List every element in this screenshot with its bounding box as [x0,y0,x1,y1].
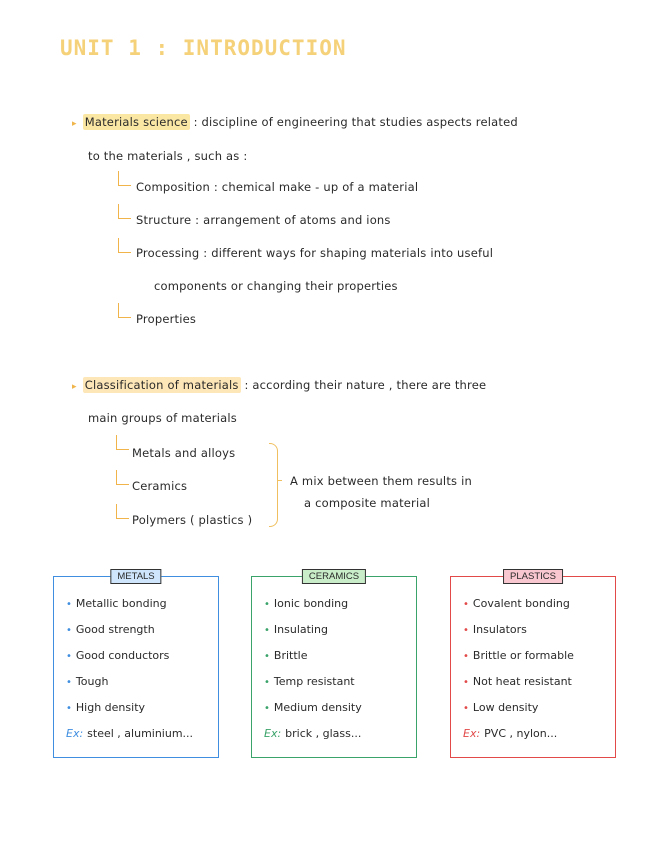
section2-item-polymers: Polymers ( plastics ) [132,513,253,527]
section1-item-composition: Composition : chemical make - up of a material [136,180,419,194]
section2-item-ceramics: Ceramics [132,479,188,493]
list-item: • Not heat resistant [463,675,572,688]
branch-connector [118,238,131,253]
grouping-brace [269,443,278,527]
list-item: • Brittle [264,649,308,662]
branch-connector [116,470,129,485]
bullet-icon: • [66,625,72,636]
bullet-icon: • [463,677,469,688]
example-item [463,727,615,753]
list-item: • High density [66,701,146,714]
section1-item-structure: Structure : arrangement of atoms and ions [136,213,391,227]
materials-science-term: Materials science [84,115,188,129]
plastics-tag: PLASTICS [503,569,563,584]
section1-definition-line2: to the materials , such as : [88,149,248,163]
example-label: Ex: [66,727,84,740]
bullet-icon: • [66,677,72,688]
classification-term: Classification of materials [84,378,239,392]
page-title: UNIT 1 : INTRODUCTION [60,36,347,60]
bullet-icon: • [264,625,270,636]
section1-item-processing: Processing : different ways for shaping materials into useful [136,246,494,260]
section1-heading-line [72,115,518,129]
example-text: brick , glass... [285,727,362,740]
list-item: • Metallic bonding [66,597,167,610]
bullet-icon: • [264,703,270,714]
section2-definition-line1: : according their nature , there are three [244,378,487,392]
branch-connector [118,204,131,219]
section2-definition-line2: main groups of materials [88,411,237,425]
list-item: • Covalent bonding [463,597,570,610]
list-item: • Ionic bonding [264,597,349,610]
list-item: • Good strength [66,623,155,636]
bullet-icon: • [66,651,72,662]
list-item: • Good conductors [66,649,170,662]
list-item: • Insulating [264,623,328,636]
example-label: Ex: [264,727,282,740]
section2-heading-line [72,378,486,392]
list-item: • Tough [66,675,109,688]
example-text: steel , aluminium... [87,727,194,740]
brace-note-line1: A mix between them results in [290,474,472,488]
bullet-icon: • [463,703,469,714]
example-text: PVC , nylon... [484,727,558,740]
bullet-icon: • [463,651,469,662]
section2-item-metals: Metals and alloys [132,446,236,460]
example-item [264,727,416,753]
list-item: • Low density [463,701,539,714]
bullet-arrow-icon: ▸ [72,119,77,129]
bullet-icon: • [463,599,469,610]
branch-connector [118,303,131,318]
list-item: • Brittle or formable [463,649,574,662]
branch-connector [116,435,129,450]
branch-connector [116,504,129,519]
example-label: Ex: [463,727,481,740]
bullet-icon: • [264,651,270,662]
list-item: • Insulators [463,623,527,636]
section1-item-processing-continuation: components or changing their properties [154,279,398,293]
bullet-icon: • [463,625,469,636]
plastics-box [450,571,616,758]
brace-note-line2: a composite material [304,496,431,510]
example-item [66,727,218,753]
metals-tag: METALS [110,569,161,584]
bullet-arrow-icon: ▸ [72,382,77,392]
section1-item-properties: Properties [136,312,197,326]
bullet-icon: • [66,599,72,610]
ceramics-tag: CERAMICS [302,569,366,584]
ceramics-box [251,571,417,758]
list-item: • Temp resistant [264,675,355,688]
metals-box [53,571,219,758]
bullet-icon: • [264,677,270,688]
bullet-icon: • [66,703,72,714]
list-item: • Medium density [264,701,362,714]
section1-definition-line1: : discipline of engineering that studies aspects related [193,115,518,129]
bullet-icon: • [264,599,270,610]
branch-connector [118,171,131,186]
